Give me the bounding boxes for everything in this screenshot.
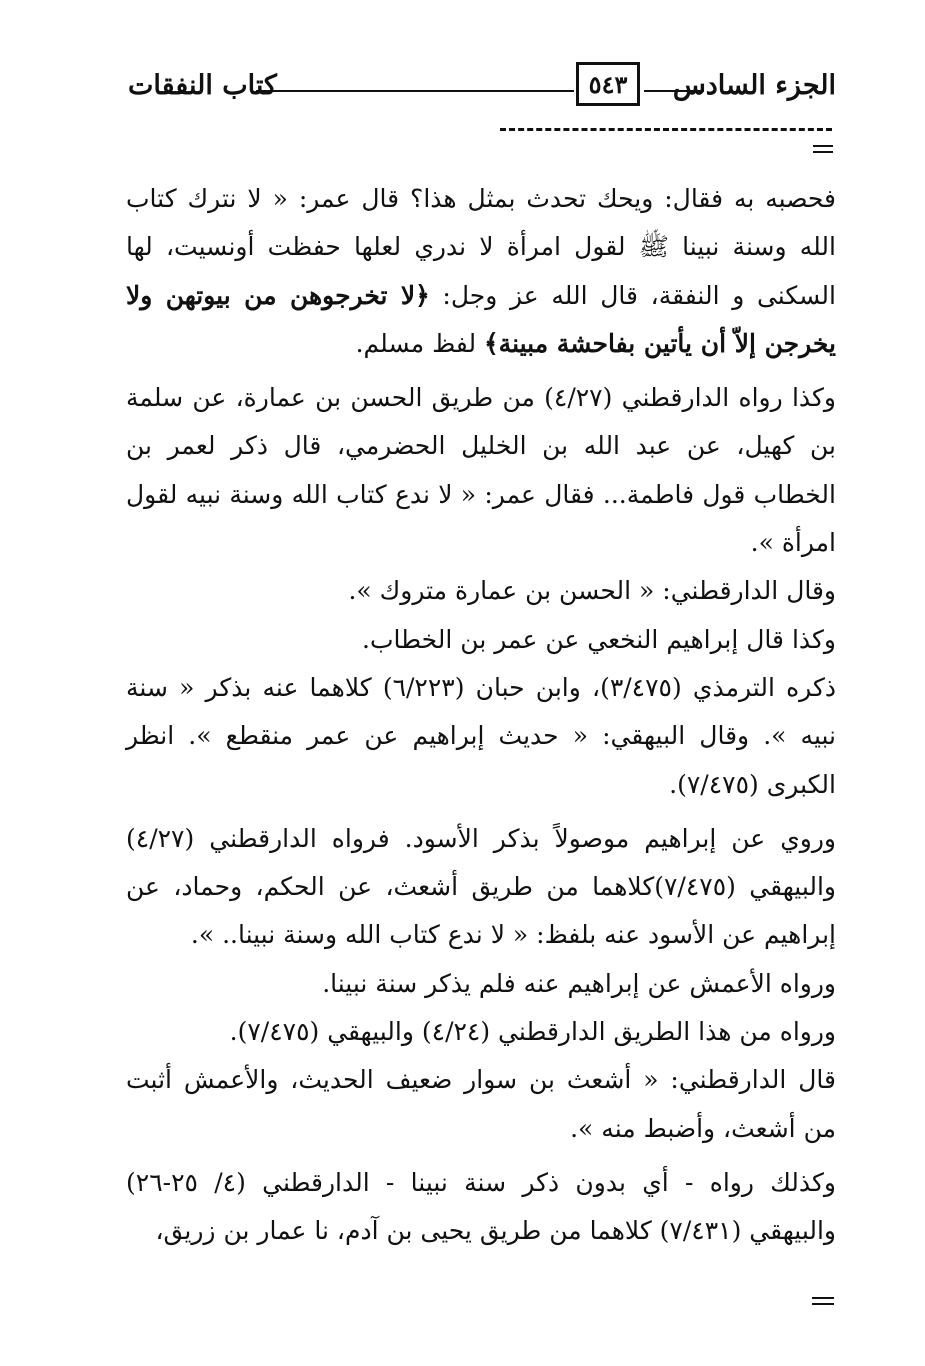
continuation-mark-top xyxy=(813,145,833,157)
paragraph: وكذا رواه الدارقطني (٤/٢٧) من طريق الحسن بن عمارة، عن سلمة بن كهيل، عن عبد الله بن الخليل الحضرمي، قال ذكر لعمر بن الخطاب قول فاطمة... فقال عمر: « لا ندع كتاب الله وسنة نبيه لقول امرأة ». xyxy=(126,383,836,558)
continuation-mark-bottom xyxy=(812,1297,834,1309)
paragraph: قال الدارقطني: « أشعث بن سوار ضعيف الحديث، والأعمش أثبت من أشعث، وأضبط منه ». xyxy=(126,1065,836,1143)
paragraph: وروي عن إبراهيم موصولاً بذكر الأسود. فرواه الدارقطني (٤/٢٧) والبيهقي (٧/٤٧٥)كلاهما من طريق أشعث، عن الحكم، وحماد، عن إبراهيم عن الأسود عنه بلفظ: « لا ندع كتاب الله وسنة نبينا.. ». xyxy=(126,823,837,950)
paragraph: وقال الدارقطني: « الحسن بن عمارة متروك ». xyxy=(348,576,836,606)
quran-verse: ﴿لا تخرجوهن من بيوتهن ولا يخرجن إلاّ أن يأتين بفاحشة مبينة﴾ xyxy=(126,280,836,358)
paragraph: وكذلك رواه - أي بدون ذكر سنة نبينا - الدارقطني (٤/ ٢٥-٢٦) والبيهقي (٧/٤٣١) كلاهما من طريق يحيى بن آدم، نا عمار بن زريق، xyxy=(126,1167,836,1246)
header-rule xyxy=(256,90,574,92)
volume-title: الجزء السادس xyxy=(672,70,836,101)
paragraph: ذكره الترمذي (٣/٤٧٥)، وابن حبان (٦/٢٢٣) كلاهما عنه بذكر « سنة نبيه ». وقال البيهقي: « حديث إبراهيم عن عمر منقطع ». انظر الكبرى (٧/٤٧٥). xyxy=(126,672,836,799)
paragraph: وكذا قال إبراهيم النخعي عن عمر بن الخطاب. xyxy=(362,624,836,654)
paragraph: ورواه الأعمش عن إبراهيم عنه فلم يذكر سنة نبينا. xyxy=(322,968,836,998)
page-number: ٥٤٣ xyxy=(576,62,640,106)
paragraph xyxy=(126,175,836,368)
paragraph-text: لفظ مسلم. xyxy=(355,328,485,358)
book-title: كتاب النفقات xyxy=(128,70,277,101)
paragraph: ورواه من هذا الطريق الدارقطني (٤/٢٤) والبيهقي (٧/٤٧٥). xyxy=(229,1017,836,1047)
page-header xyxy=(128,62,836,114)
paragraph-text: فحصبه به فقال: ويحك تحدث بمثل هذا؟ قال عمر: « لا نترك كتاب الله وسنة نبينا ﷺ لقول امرأة لا ندري لعلها حفظت أونسيت، لها السكنى و النفقة، قال الله عز وجل: xyxy=(126,184,836,310)
header-dashed-rule xyxy=(500,128,832,131)
body-text xyxy=(126,175,836,1256)
